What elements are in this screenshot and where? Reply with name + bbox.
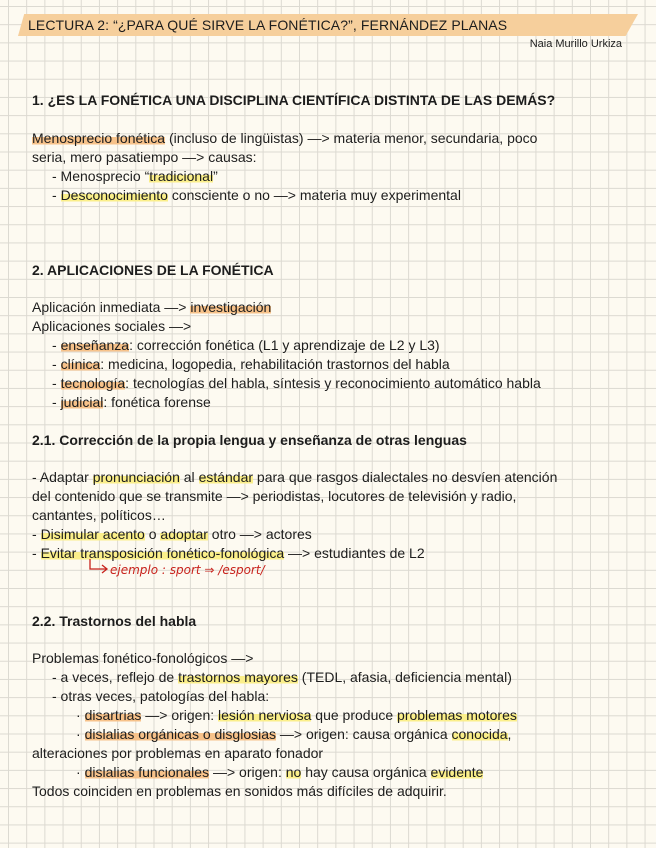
text: · [76,707,85,723]
section-1-bullet-2 [52,187,461,203]
text: consciente o no —> materia muy experimental [167,187,461,203]
text: - [52,187,61,203]
handwritten-arrow-icon [86,557,112,577]
section-2-1-line-3: cantantes, políticos… [32,507,166,523]
text: —> origen: [141,707,219,723]
text: : fonética forense [103,394,211,410]
application-item [52,394,211,410]
section-2-2-line-6: alteraciones por problemas en aparato fonador [32,745,324,761]
highlight-text: evidente [430,764,484,780]
text: o [144,526,161,542]
section-2-2-heading: 2.2. Trastornos del habla [32,613,197,629]
section-2-2-line-7 [76,764,483,780]
text: —> origen: causa orgánica [276,726,452,742]
text: Aplicación inmediata —> [32,299,191,315]
text: al [179,469,199,485]
page-title: LECTURA 2: “¿PARA QUÉ SIRVE LA FONÉTICA?”, FERNÁNDEZ PLANAS [28,17,508,33]
text: - [32,545,41,561]
highlight-text: Evitar transposición fonético-fonológica [40,545,285,561]
text: · [76,764,85,780]
highlight-text: tecnología [60,375,126,391]
text: , [507,726,512,742]
application-item [52,356,450,372]
section-2-1-line-1 [32,469,557,485]
text: —> origen: [209,764,286,780]
text: (incluso de lingüistas) —> materia menor, secundaria, poco [165,130,538,146]
highlight-text: Desconocimiento [60,187,168,203]
text: - [52,394,61,410]
section-2-2-line-5 [76,726,511,742]
highlight-text: trastornos mayores [178,669,298,685]
handwritten-note: ejemplo : sport ⇒ /esport/ [110,563,265,577]
highlight-text: dislalias funcionales [84,764,210,780]
section-2-2-line-3: - otras veces, patologías del habla: [52,688,270,704]
text: : corrección fonética (L1 y aprendizaje de L2 y L3) [129,337,440,353]
section-2-2-line-4 [76,707,517,723]
section-2-line-2: Aplicaciones sociales —> [32,318,192,334]
text: - Menosprecio “ [52,168,150,184]
author-name: Naia Murillo Urkiza [529,38,622,50]
section-1-bullet-1 [52,168,218,184]
text: - [52,337,61,353]
highlight-text: enseñanza [60,337,130,353]
text: - [52,356,61,372]
section-1-heading: 1. ¿ES LA FONÉTICA UNA DISCIPLINA CIENTÍFICA DISTINTA DE LAS DEMÁS? [32,92,556,108]
section-2-2-line-8: Todos coinciden en problemas en sonidos más difíciles de adquirir. [32,783,447,799]
section-2-1-line-2: del contenido que se transmite —> periodistas, locutores de televisión y radio, [32,488,517,504]
text: otro —> actores [207,526,312,542]
text: hay causa orgánica [301,764,431,780]
section-2-heading: 2. APLICACIONES DE LA FONÉTICA [32,262,274,278]
highlight-text: conocida [451,726,508,742]
highlight-text: tradicional [149,168,214,184]
highlight-text: clínica [60,356,101,372]
text: - Adaptar [32,469,93,485]
highlight-text: disartrias [84,707,142,723]
section-2-2-line-1: Problemas fonético-fonológicos —> [32,650,254,666]
text: para que rasgos dialectales no desvíen atención [253,469,558,485]
text: · [76,726,85,742]
highlight-text: Menosprecio fonética [32,130,166,146]
text: - [32,526,41,542]
application-item [52,337,440,353]
highlight-text: pronunciación [92,469,180,485]
section-1-line-2: seria, mero pasatiempo —> causas: [32,149,257,165]
text: que produce [311,707,398,723]
text: - [52,375,61,391]
text: : medicina, logopedia, rehabilitación trastornos del habla [100,356,450,372]
highlight-text: dislalias orgánicas o disglosias [84,726,276,742]
text: —> estudiantes de L2 [284,545,425,561]
highlight-text: adoptar [160,526,208,542]
section-2-1-line-4 [32,526,312,542]
highlight-text: no [285,764,302,780]
section-2-2-line-2 [52,669,512,685]
application-item [52,375,541,391]
section-2-1-heading: 2.1. Corrección de la propia lengua y enseñanza de otras lenguas [32,432,467,448]
text: ” [213,168,218,184]
highlight-text: judicial [60,394,104,410]
text: : tecnologías del habla, síntesis y reconocimiento automático habla [125,375,541,391]
text: (TEDL, afasia, deficiencia mental) [297,669,512,685]
text: - a veces, reflejo de [52,669,179,685]
highlight-text: problemas motores [397,707,517,723]
highlight-text: investigación [190,299,272,315]
highlight-text: estándar [198,469,254,485]
highlight-text: Disimular acento [40,526,145,542]
section-1-line-1 [32,130,537,146]
section-2-line-1 [32,299,271,315]
highlight-text: lesión nerviosa [218,707,312,723]
